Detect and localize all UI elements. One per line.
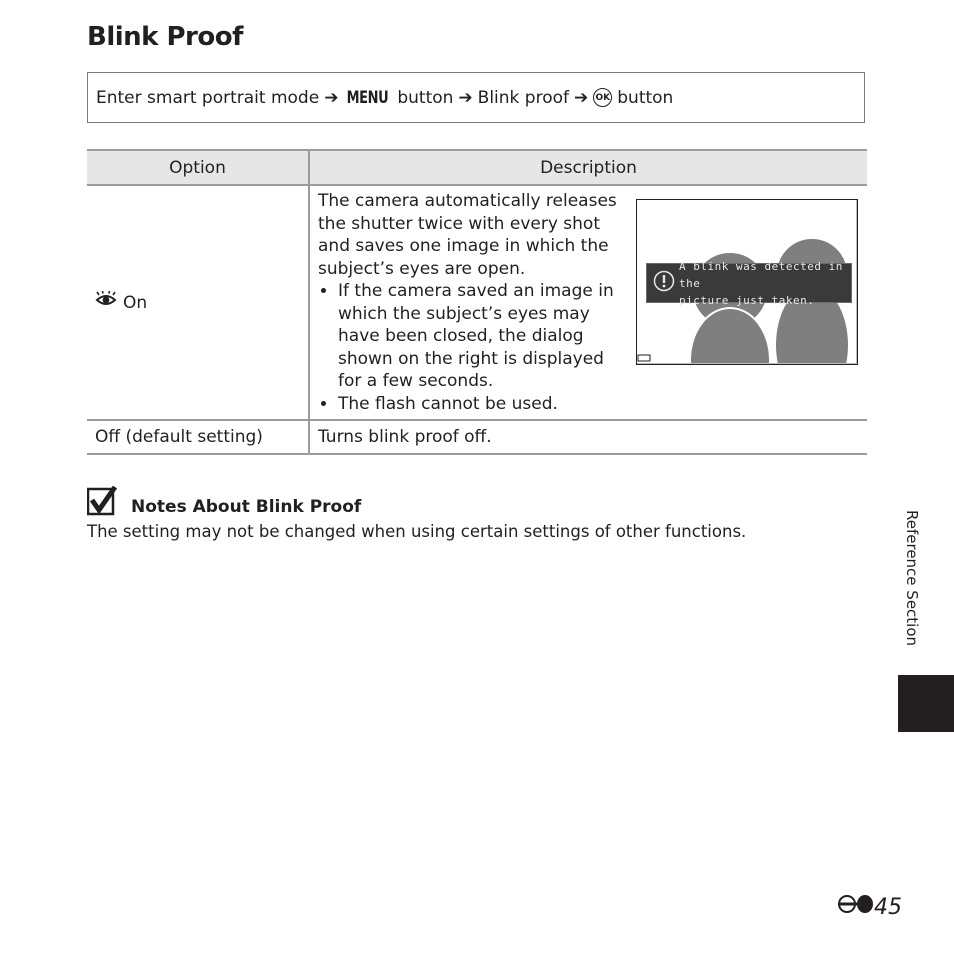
description-cell: Turns blink proof off. bbox=[309, 420, 867, 454]
ok-button-icon: OK bbox=[593, 88, 612, 107]
option-cell: Off (default setting) bbox=[87, 420, 309, 454]
bullet-item: • The flash cannot be used. bbox=[338, 393, 618, 416]
table-row bbox=[87, 420, 867, 454]
section-side-label: Reference Section bbox=[903, 510, 921, 647]
dialog-line-2: picture just taken. bbox=[679, 293, 815, 307]
arrow-right-icon: ➔ bbox=[324, 87, 339, 108]
bullet-item: • If the camera saved an image in which the subject’s eyes may have been closed, the dialog shown on the right is displayed for a few seconds. bbox=[338, 280, 618, 393]
navigation-path bbox=[87, 72, 865, 123]
exclamation-circle-icon bbox=[653, 270, 675, 297]
notes-body: The setting may not be changed when using certain settings of other functions. bbox=[87, 522, 747, 541]
option-label: On bbox=[123, 292, 148, 313]
arrow-right-icon: ➔ bbox=[574, 87, 589, 108]
description-intro: The camera automatically releases the shutter twice with every shot and saves one image in which the subject’s eyes are open. bbox=[318, 191, 617, 279]
notes-title: Notes About Blink Proof bbox=[131, 497, 362, 517]
nav-step-4: button bbox=[617, 87, 674, 108]
dialog-line-1: A blink was detected in the bbox=[679, 259, 843, 290]
page-number bbox=[838, 893, 902, 921]
nav-step-1: Enter smart portrait mode bbox=[96, 87, 320, 108]
blink-eye-icon bbox=[95, 291, 117, 314]
options-table bbox=[87, 149, 867, 455]
table-header-row bbox=[87, 150, 867, 185]
blink-warning-dialog bbox=[646, 259, 852, 307]
camera-screen-illustration bbox=[636, 199, 858, 365]
arrow-right-icon: ➔ bbox=[458, 87, 473, 108]
header-option: Option bbox=[87, 150, 309, 185]
page-title: Blink Proof bbox=[87, 22, 243, 52]
nav-step-2: button bbox=[397, 87, 454, 108]
nav-step-3: Blink proof bbox=[477, 87, 569, 108]
section-tab-marker bbox=[898, 675, 954, 732]
header-description: Description bbox=[309, 150, 867, 185]
checkmark-icon bbox=[87, 486, 117, 520]
description-cell bbox=[309, 185, 867, 420]
reference-section-icon bbox=[838, 893, 874, 921]
table-row bbox=[87, 185, 867, 420]
page-number-text: 45 bbox=[874, 894, 902, 920]
option-cell bbox=[87, 185, 309, 420]
notes-heading bbox=[87, 486, 361, 520]
menu-button-symbol: MENU bbox=[347, 87, 389, 108]
